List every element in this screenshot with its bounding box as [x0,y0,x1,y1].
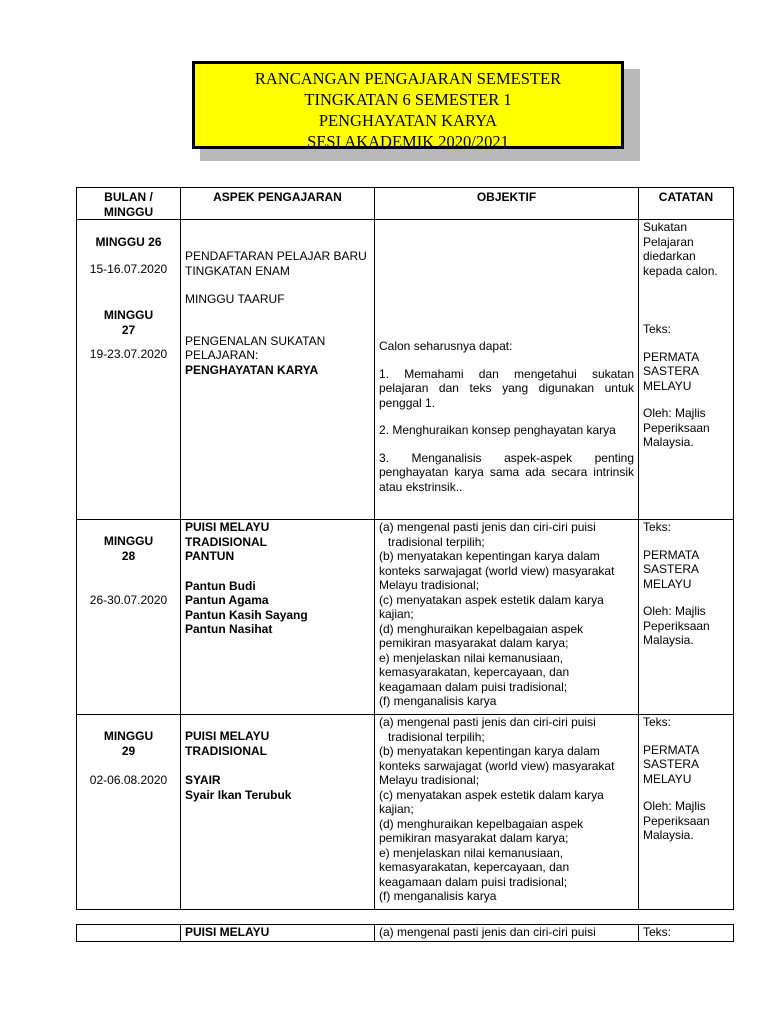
objektif-text: (f) menganalisis karya [379,694,497,708]
aspek-item: Pantun Budi [185,578,256,593]
week-label: MINGGU 28 [103,534,154,563]
title-line-1: RANCANGAN PENGAJARAN SEMESTER [254,69,562,88]
week-label: MINGGU 26 [95,235,162,249]
catatan-cell [639,520,734,715]
objektif-text: e) menjelaskan nilai kemanusiaan, kemasyarakatan, kepercayaan, dan keagamaan dalam puisi tradisional; [379,845,570,889]
objektif-text: 1. Memahami dan mengetahui sukatan pelajaran dan teks yang digunakan untuk penggal 1. [379,366,634,410]
catatan-cell [639,220,734,520]
schedule-table [76,187,734,910]
week-label: MINGGU 29 [103,729,154,758]
objektif-text: (f) menganalisis karya [379,889,497,903]
table-header-row [77,188,734,220]
aspek-item: Pantun Kasih Sayang [185,607,308,622]
catatan-text: Oleh: Majlis Peperiksaan Malaysia. [643,406,710,449]
aspek-text: MINGGU TAARUF [185,292,285,306]
title-line-4: SESI AKADEMIK 2020/2021 [307,132,509,151]
aspek-heading: PUISI MELAYU TRADISIONAL PANTUN [185,520,270,563]
title-line-3: PENGHAYATAN KARYA [318,111,498,130]
catatan-text: PERMATA SASTERA MELAYU [643,742,699,786]
objektif-text: (c) menyatakan aspek estetik dalam karya kajian; [379,592,604,621]
catatan-text: Teks: [643,715,672,729]
aspek-item: Syair Ikan Terubuk [185,787,292,802]
week-cell [77,220,181,520]
aspek-heading: PUISI MELAYU TRADISIONAL [185,729,270,758]
week-date: 19-23.07.2020 [89,347,168,361]
catatan-text: Sukatan Pelajaran diedarkan kepada calon. [643,220,718,278]
objektif-text: 2. Menghuraikan konsep penghayatan karya [379,423,616,437]
aspek-cell [181,520,375,715]
objektif-cell: (a) mengenal pasti jenis dan ciri-ciri puisi [375,925,639,942]
objektif-text: (d) menghuraikan kepelbagaian aspek pemikiran masyarakat dalam karya; [379,621,584,650]
objektif-text: (a) mengenal pasti jenis dan ciri-ciri puisi tradisional terpilih; [379,520,596,549]
header-aspek: ASPEK PENGAJARAN [181,188,375,220]
aspek-text: PENGENALAN SUKATAN PELAJARAN: [185,333,326,362]
objektif-text: (a) mengenal pasti jenis dan ciri-ciri puisi tradisional terpilih; [379,715,596,744]
week-label: MINGGU 27 [103,308,154,337]
week-cell [77,715,181,910]
catatan-text: Oleh: Majlis Peperiksaan Malaysia. [643,799,710,842]
objektif-text: (c) menyatakan aspek estetik dalam karya kajian; [379,787,604,816]
catatan-text: Teks: [643,520,672,534]
week-cell [77,925,181,942]
schedule-table-continued [76,924,734,942]
week-cell [77,520,181,715]
aspek-item: Pantun Agama [185,593,269,607]
objektif-cell [375,520,639,715]
aspek-cell [181,715,375,910]
objektif-text: (b) menyatakan kepentingan karya dalam konteks sarwajagat (world view) masyarakat Melayu tradisional; [379,744,615,787]
objektif-text: (d) menghuraikan kepelbagaian aspek pemikiran masyarakat dalam karya; [379,816,584,845]
aspek-cell: PUISI MELAYU [181,925,375,942]
header-bulan-minggu: BULAN / MINGGU [77,188,181,220]
catatan-text: PERMATA SASTERA MELAYU [643,349,699,393]
aspek-item: SYAIR [185,773,221,787]
header-catatan: CATATAN [639,188,734,220]
objektif-text: (b) menyatakan kepentingan karya dalam konteks sarwajagat (world view) masyarakat Melayu tradisional; [379,549,615,592]
objektif-cell [375,220,639,520]
week-date: 15-16.07.2020 [89,261,168,276]
table-row [77,520,734,715]
aspek-text: PENGHAYATAN KARYA [185,362,319,377]
title-line-2: TINGKATAN 6 SEMESTER 1 [304,90,512,109]
table-row [77,925,734,942]
catatan-cell: Teks: [639,925,734,942]
aspek-text: PENDAFTARAN PELAJAR BARU TINGKATAN ENAM [185,249,367,278]
aspek-item: Pantun Nasihat [185,622,273,636]
catatan-text: PERMATA SASTERA MELAYU [643,547,699,591]
title-box [192,61,624,149]
objektif-cell [375,715,639,910]
catatan-text: Teks: [643,322,672,336]
table-row [77,715,734,910]
table-row [77,220,734,520]
catatan-cell [639,715,734,910]
catatan-text: Oleh: Majlis Peperiksaan Malaysia. [643,604,710,647]
objektif-text: Calon seharusnya dapat: [379,339,513,353]
header-objektif: OBJEKTIF [375,188,639,220]
objektif-text: e) menjelaskan nilai kemanusiaan, kemasyarakatan, kepercayaan, dan keagamaan dalam puisi tradisional; [379,650,570,694]
week-date: 26-30.07.2020 [89,593,168,607]
objektif-text: 3. Menganalisis aspek-aspek penting penghayatan karya sama ada secara intrinsik atau ekstrinsik.. [379,450,634,494]
aspek-cell [181,220,375,520]
week-date: 02-06.08.2020 [89,773,168,787]
